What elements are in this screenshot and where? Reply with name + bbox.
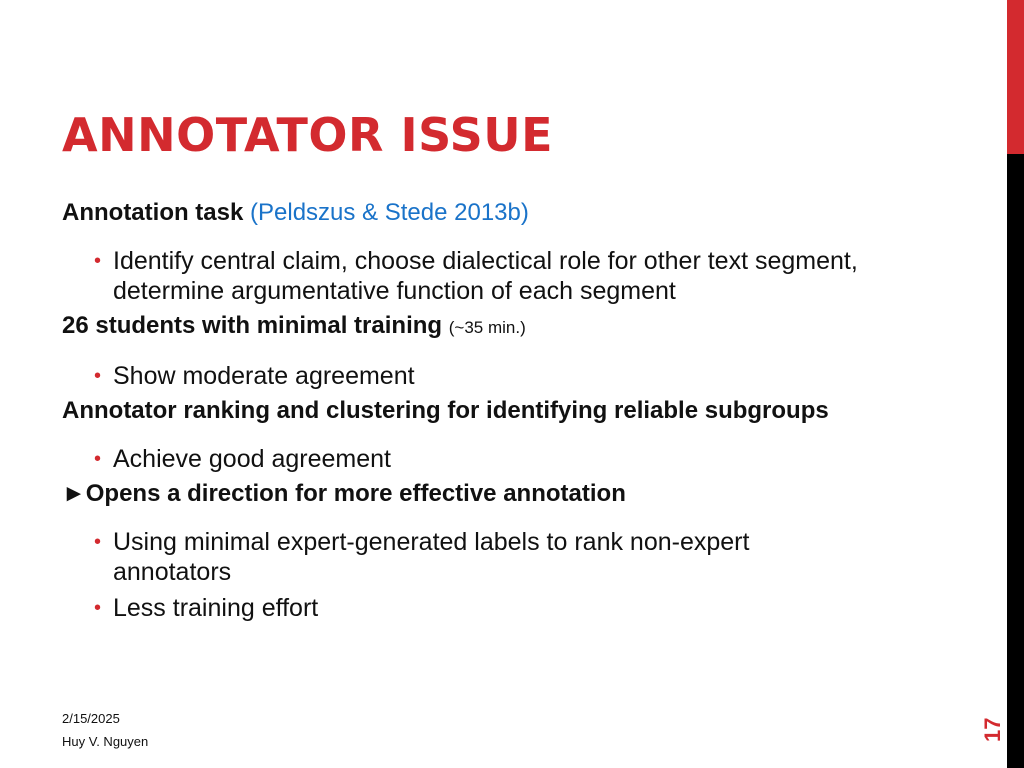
footer-author: Huy V. Nguyen: [62, 734, 149, 749]
list-item: [62, 593, 862, 623]
list-item: [62, 444, 862, 474]
heading-text: Annotation task: [62, 199, 244, 226]
footer-date: 2/15/2025: [62, 711, 120, 726]
accent-bar-black: [1007, 154, 1024, 768]
list-item: [62, 246, 862, 306]
bullet-list: [62, 444, 862, 474]
slide-body: [62, 198, 862, 623]
heading-text: ►Opens a direction for more effective annotation: [62, 480, 626, 507]
heading-text: Annotator ranking and clustering for identifying reliable subgroups: [62, 397, 829, 424]
accent-bar-red: [1007, 0, 1024, 154]
slide-title: ANNOTATOR ISSUE: [62, 108, 554, 162]
heading-text: 26 students with minimal training: [62, 312, 443, 339]
section-heading: [62, 198, 862, 228]
bullet-list: [62, 527, 862, 623]
bullet-list: [62, 361, 862, 391]
note-text: (~35 min.): [448, 318, 526, 337]
citation: (Peldszus & Stede 2013b): [250, 199, 529, 226]
bullet-icon: •: [94, 448, 102, 470]
section-heading: [62, 311, 862, 343]
bullet-icon: •: [94, 250, 102, 272]
bullet-icon: •: [94, 597, 102, 619]
bullet-text: Show moderate agreement: [113, 362, 415, 390]
bullet-text: Less training effort: [113, 594, 319, 622]
list-item: [62, 361, 862, 391]
bullet-icon: •: [94, 531, 102, 553]
section-heading: [62, 396, 862, 426]
bullet-text: Identify central claim, choose dialectical role for other text segment, determine argumentative function of each segment: [113, 247, 858, 305]
section-heading: [62, 479, 862, 509]
bullet-list: [62, 246, 862, 306]
list-item: [62, 527, 862, 587]
page-number: 17: [980, 717, 1005, 742]
bullet-text: Using minimal expert-generated labels to rank non-expert annotators: [113, 528, 750, 586]
bullet-text: Achieve good agreement: [113, 445, 391, 473]
bullet-icon: •: [94, 365, 102, 387]
